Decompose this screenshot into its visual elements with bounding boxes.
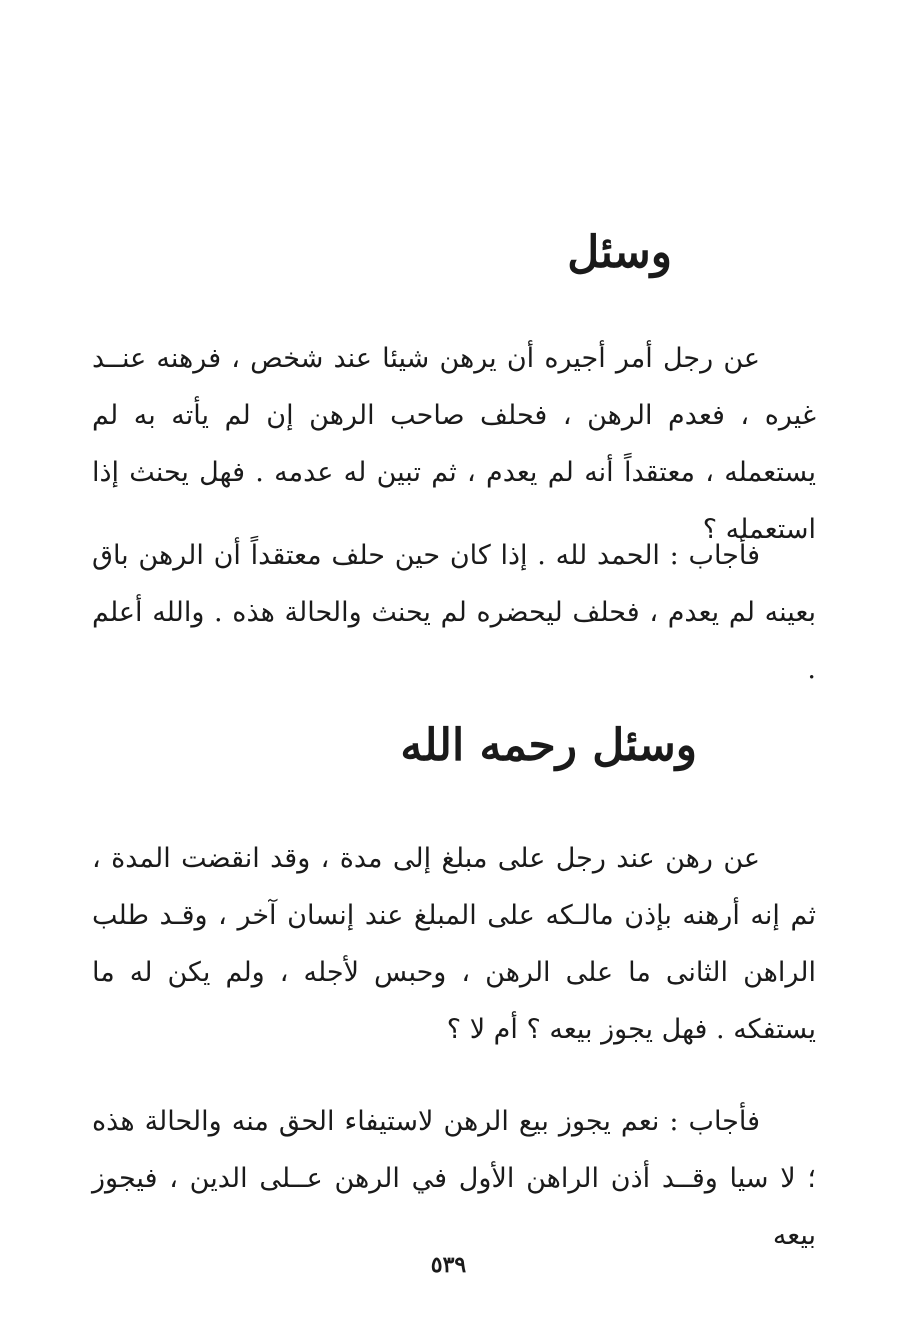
question-text: عن رجل أمر أجيره أن يرهن شيئا عند شخص ، فرهنه عنــد غيره ، فعدم الرهن ، فحلف صاحب الرهن إن لم يأته به لم يستعمله ، معتقداً أنه لم يعدم ، ثم تبين له عدمه . فهل يحنث إذا استعمله ؟ (92, 343, 816, 545)
answer-text: فأجاب : الحمد لله . إذا كان حين حلف معتقداً أن الرهن باق بعينه لم يعدم ، فحلف ليحضره لم يحنث والحالة هذه . والله أعلم . (92, 540, 816, 685)
answer-text: فأجاب : نعم يجوز بيع الرهن لاستيفاء الحق منه والحالة هذه ؛ لا سيا وقــد أذن الراهن الأول في الرهن عــلى الدين ، فيجوز بيعه (92, 1106, 816, 1251)
question-paragraph (92, 330, 816, 558)
section-heading: وسئل (567, 227, 672, 278)
section-heading: وسئل رحمه الله (400, 720, 697, 771)
answer-paragraph (92, 1093, 816, 1264)
question-paragraph (92, 830, 816, 1058)
answer-paragraph (92, 527, 816, 698)
question-text: عن رهن عند رجل على مبلغ إلى مدة ، وقد انقضت المدة ، ثم إنه أرهنه بإذن مالـكه على المبلغ عند إنسان آخر ، وقـد طلب الراهن الثانى ما على الرهن ، وحبس لأجله ، ولم يكن له ما يستفكه . فهل يجوز بيعه ؟ أم لا ؟ (92, 843, 816, 1045)
page-number: ٥٣٩ (430, 1252, 467, 1278)
